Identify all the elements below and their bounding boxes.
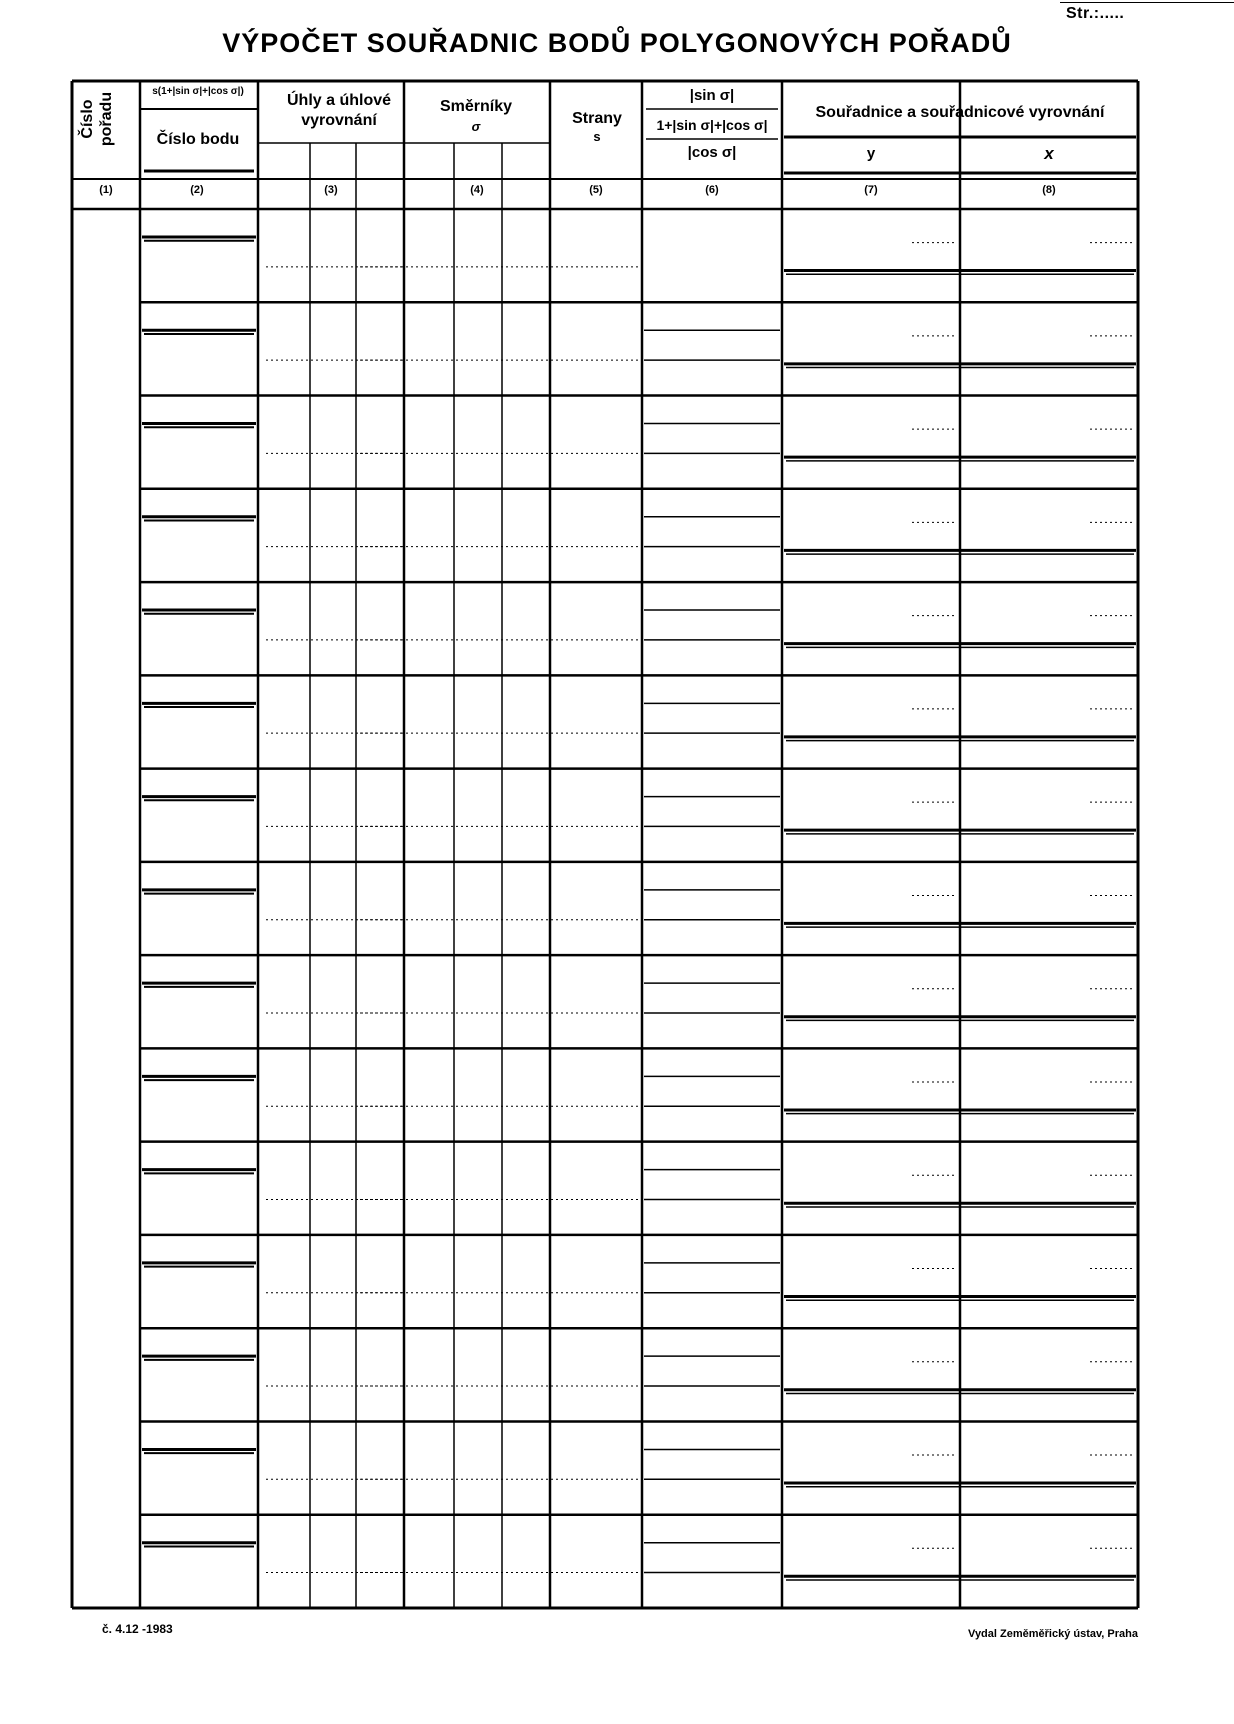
column-number-4: (4)	[470, 184, 484, 196]
header-formula: s(1+|sin σ|+|cos σ|)	[152, 86, 244, 97]
column-number-3: (3)	[324, 184, 338, 196]
header-uhly: Úhly a úhlové vyrovnání	[286, 92, 392, 129]
header-sum: 1+|sin σ|+|cos σ|	[656, 117, 768, 133]
header-cislo-poradu: Číslo pořadu	[79, 91, 116, 147]
page-number-label: Str.:.....	[1066, 5, 1125, 22]
column-number-8: (8)	[1042, 184, 1056, 196]
header-sin: |sin σ|	[689, 87, 735, 104]
form-code: č. 4.12 -1983	[102, 1622, 173, 1636]
form-grid	[72, 81, 1138, 1608]
page-number-line	[1060, 2, 1234, 3]
header-cislo-bodu: Číslo bodu	[156, 131, 240, 148]
column-number-1: (1)	[99, 184, 113, 196]
column-number-7: (7)	[864, 184, 878, 196]
form-title: VÝPOČET SOUŘADNIC BODŮ POLYGONOVÝCH POŘADŮ	[222, 28, 1012, 58]
header-strany: Strany	[572, 110, 622, 127]
header-strany-symbol: s	[593, 129, 601, 144]
header-x: x	[1044, 144, 1054, 163]
header-souradnice: Souřadnice a souřadnicové vyrovnání	[815, 104, 1105, 121]
header-cos: |cos σ|	[687, 144, 737, 161]
column-number-5: (5)	[589, 184, 603, 196]
header-y: y	[866, 145, 876, 162]
column-number-6: (6)	[705, 184, 719, 196]
header-smerniky: Směrníky	[439, 98, 513, 115]
header-smerniky-symbol: σ	[471, 119, 481, 134]
form-table	[72, 81, 1138, 1608]
column-number-2: (2)	[190, 184, 204, 196]
publisher-note: Vydal Zeměměřický ústav, Praha	[968, 1628, 1138, 1640]
